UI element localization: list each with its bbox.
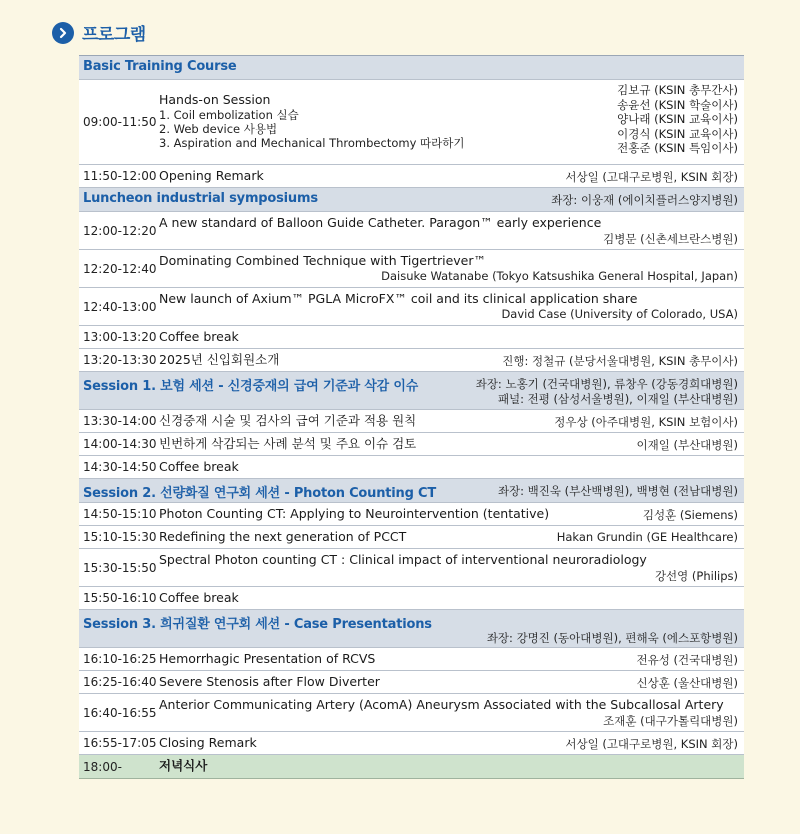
staff-member: 김보규 (KSIN 총무간사)	[617, 83, 738, 97]
session-header	[79, 188, 744, 212]
time-label: 16:10-16:25	[83, 652, 157, 666]
time-label: 12:20-12:40	[83, 261, 157, 276]
session-panel: 패널: 전평 (삼성서울병원), 이재일 (부산대병원)	[497, 392, 738, 406]
time-label: 14:50-15:10	[83, 507, 157, 521]
program-row	[79, 587, 744, 610]
time-label: 16:55-17:05	[83, 736, 157, 750]
time-label: 13:00-13:20	[83, 330, 157, 344]
session-title: Session 1. 보험 세션 - 신경중재의 급여 기준과 삭감 이슈	[83, 379, 419, 394]
speaker: 진행: 정철규 (분당서울대병원, KSIN 총무이사)	[502, 354, 738, 368]
time-label: 13:20-13:30	[83, 353, 157, 367]
time-label: 15:50-16:10	[83, 591, 157, 605]
content	[159, 215, 738, 231]
program-row	[79, 250, 744, 288]
speaker: 강선영 (Philips)	[654, 569, 738, 583]
session-chair: 좌장: 노홍기 (건국대병원), 류창우 (강동경희대병원)	[475, 377, 738, 391]
sub-item: 2. Web device 사용법	[159, 122, 278, 136]
item-title: A new standard of Balloon Guide Catheter. Paragon™ early experience	[159, 215, 602, 230]
program-row	[79, 288, 744, 326]
content	[159, 590, 738, 606]
program-row	[79, 80, 744, 165]
item-title: 2025년 신입회원소개	[159, 352, 280, 367]
item-title: Coffee break	[159, 329, 239, 344]
item-title: 저녁식사	[159, 758, 208, 773]
item-title: Hemorrhagic Presentation of RCVS	[159, 651, 376, 666]
session-title: Luncheon industrial symposiums	[83, 191, 318, 206]
item-title: New launch of Axium™ PGLA MicroFX™ coil and its clinical application share	[159, 291, 638, 306]
session-title: Basic Training Course	[83, 59, 237, 74]
speaker: 신상훈 (울산대병원)	[636, 676, 738, 690]
staff-list	[617, 83, 738, 156]
speaker: 전유성 (건국대병원)	[636, 653, 738, 667]
program-row	[79, 526, 744, 549]
program-table	[79, 55, 744, 779]
time-label: 12:40-13:00	[83, 299, 157, 314]
program-row	[79, 648, 744, 671]
time-label: 13:30-14:00	[83, 414, 157, 428]
time-label: 16:25-16:40	[83, 675, 157, 689]
session-header	[79, 479, 744, 503]
item-title: Hands-on Session	[159, 92, 271, 107]
time-label: 16:40-16:55	[83, 705, 157, 720]
program-row	[79, 755, 744, 779]
item-title: Coffee break	[159, 590, 239, 605]
program-row	[79, 212, 744, 250]
session-title: Session 2. 선량화질 연구회 세션 - Photon Counting CT	[83, 486, 437, 501]
time-label: 15:30-15:50	[83, 560, 157, 575]
speaker: Daisuke Watanabe (Tokyo Katsushika General Hospital, Japan)	[381, 269, 738, 283]
program-row	[79, 732, 744, 755]
speaker: 서상일 (고대구로병원, KSIN 회장)	[565, 170, 738, 184]
staff-member: 이경식 (KSIN 교육이사)	[617, 126, 738, 141]
content	[159, 253, 738, 269]
item-title: Photon Counting CT: Applying to Neurointervention (tentative)	[159, 506, 550, 521]
time-label: 14:30-14:50	[83, 460, 157, 474]
time-label: 15:10-15:30	[83, 530, 157, 544]
session-header	[79, 372, 744, 410]
staff-member: 송윤선 (KSIN 학술이사)	[617, 97, 738, 112]
content	[159, 329, 738, 345]
staff-member: 전홍준 (KSIN 특임이사)	[617, 141, 738, 156]
session-chair: 좌장: 백진욱 (부산백병원), 백병현 (전남대병원)	[497, 484, 738, 498]
item-title: Redefining the next generation of PCCT	[159, 529, 407, 544]
item-title: Coffee break	[159, 459, 239, 474]
program-row	[79, 671, 744, 694]
content	[159, 459, 738, 475]
chevron-right-icon	[52, 22, 74, 44]
session-chair: 좌장: 이웅재 (에이치플러스양지병원)	[551, 193, 738, 207]
program-row	[79, 433, 744, 456]
section-heading	[52, 20, 146, 45]
program-row	[79, 694, 744, 732]
program-row	[79, 456, 744, 479]
sub-item: 1. Coil embolization 실습	[159, 108, 299, 122]
program-row	[79, 165, 744, 188]
speaker: 조재훈 (대구가톨릭대병원)	[603, 714, 738, 728]
content	[159, 697, 738, 713]
time-label: 11:50-12:00	[83, 169, 157, 183]
item-title: 빈번하게 삭감되는 사례 분석 및 주요 이슈 검토	[159, 436, 417, 451]
time-label: 09:00-11:50	[83, 115, 157, 129]
program-row	[79, 349, 744, 372]
speaker: 서상일 (고대구로병원, KSIN 회장)	[565, 737, 738, 751]
sub-item: 3. Aspiration and Mechanical Thrombectomy 따라하기	[159, 136, 465, 150]
staff-member: 양나래 (KSIN 교육이사)	[617, 112, 738, 127]
item-title: 신경중재 시술 및 검사의 급여 기준과 적용 원칙	[159, 413, 417, 428]
session-chair: 좌장: 강명진 (동아대병원), 편해욱 (에스포항병원)	[486, 631, 738, 645]
session-header	[79, 610, 744, 648]
speaker: David Case (University of Colorado, USA)	[501, 307, 738, 321]
session-title: Session 3. 희귀질환 연구회 세션 - Case Presentations	[83, 617, 432, 632]
content	[159, 291, 738, 307]
program-row	[79, 410, 744, 433]
item-title: Anterior Communicating Artery (AcomA) Aneurysm Associated with the Subcallosal Artery	[159, 697, 724, 712]
content	[159, 758, 738, 774]
program-row	[79, 549, 744, 587]
session-header	[79, 56, 744, 80]
program-row	[79, 326, 744, 349]
speaker: 이재일 (부산대병원)	[636, 438, 738, 452]
time-label: 18:00-	[83, 759, 122, 774]
speaker: 김성훈 (Siemens)	[642, 508, 738, 522]
item-title: Dominating Combined Technique with Tigertriever™	[159, 253, 487, 268]
item-title: Severe Stenosis after Flow Diverter	[159, 674, 380, 689]
speaker: 정우상 (아주대병원, KSIN 보험이사)	[554, 415, 738, 429]
speaker: 김병문 (신촌세브란스병원)	[603, 232, 738, 246]
time-label: 14:00-14:30	[83, 437, 157, 451]
item-title: Closing Remark	[159, 735, 257, 750]
time-label: 12:00-12:20	[83, 223, 157, 238]
program-row	[79, 503, 744, 526]
content	[159, 552, 738, 568]
page-title: 프로그램	[82, 25, 146, 45]
speaker: Hakan Grundin (GE Healthcare)	[556, 530, 738, 544]
item-title: Spectral Photon counting CT : Clinical impact of interventional neuroradiology	[159, 552, 647, 567]
item-title: Opening Remark	[159, 168, 264, 183]
